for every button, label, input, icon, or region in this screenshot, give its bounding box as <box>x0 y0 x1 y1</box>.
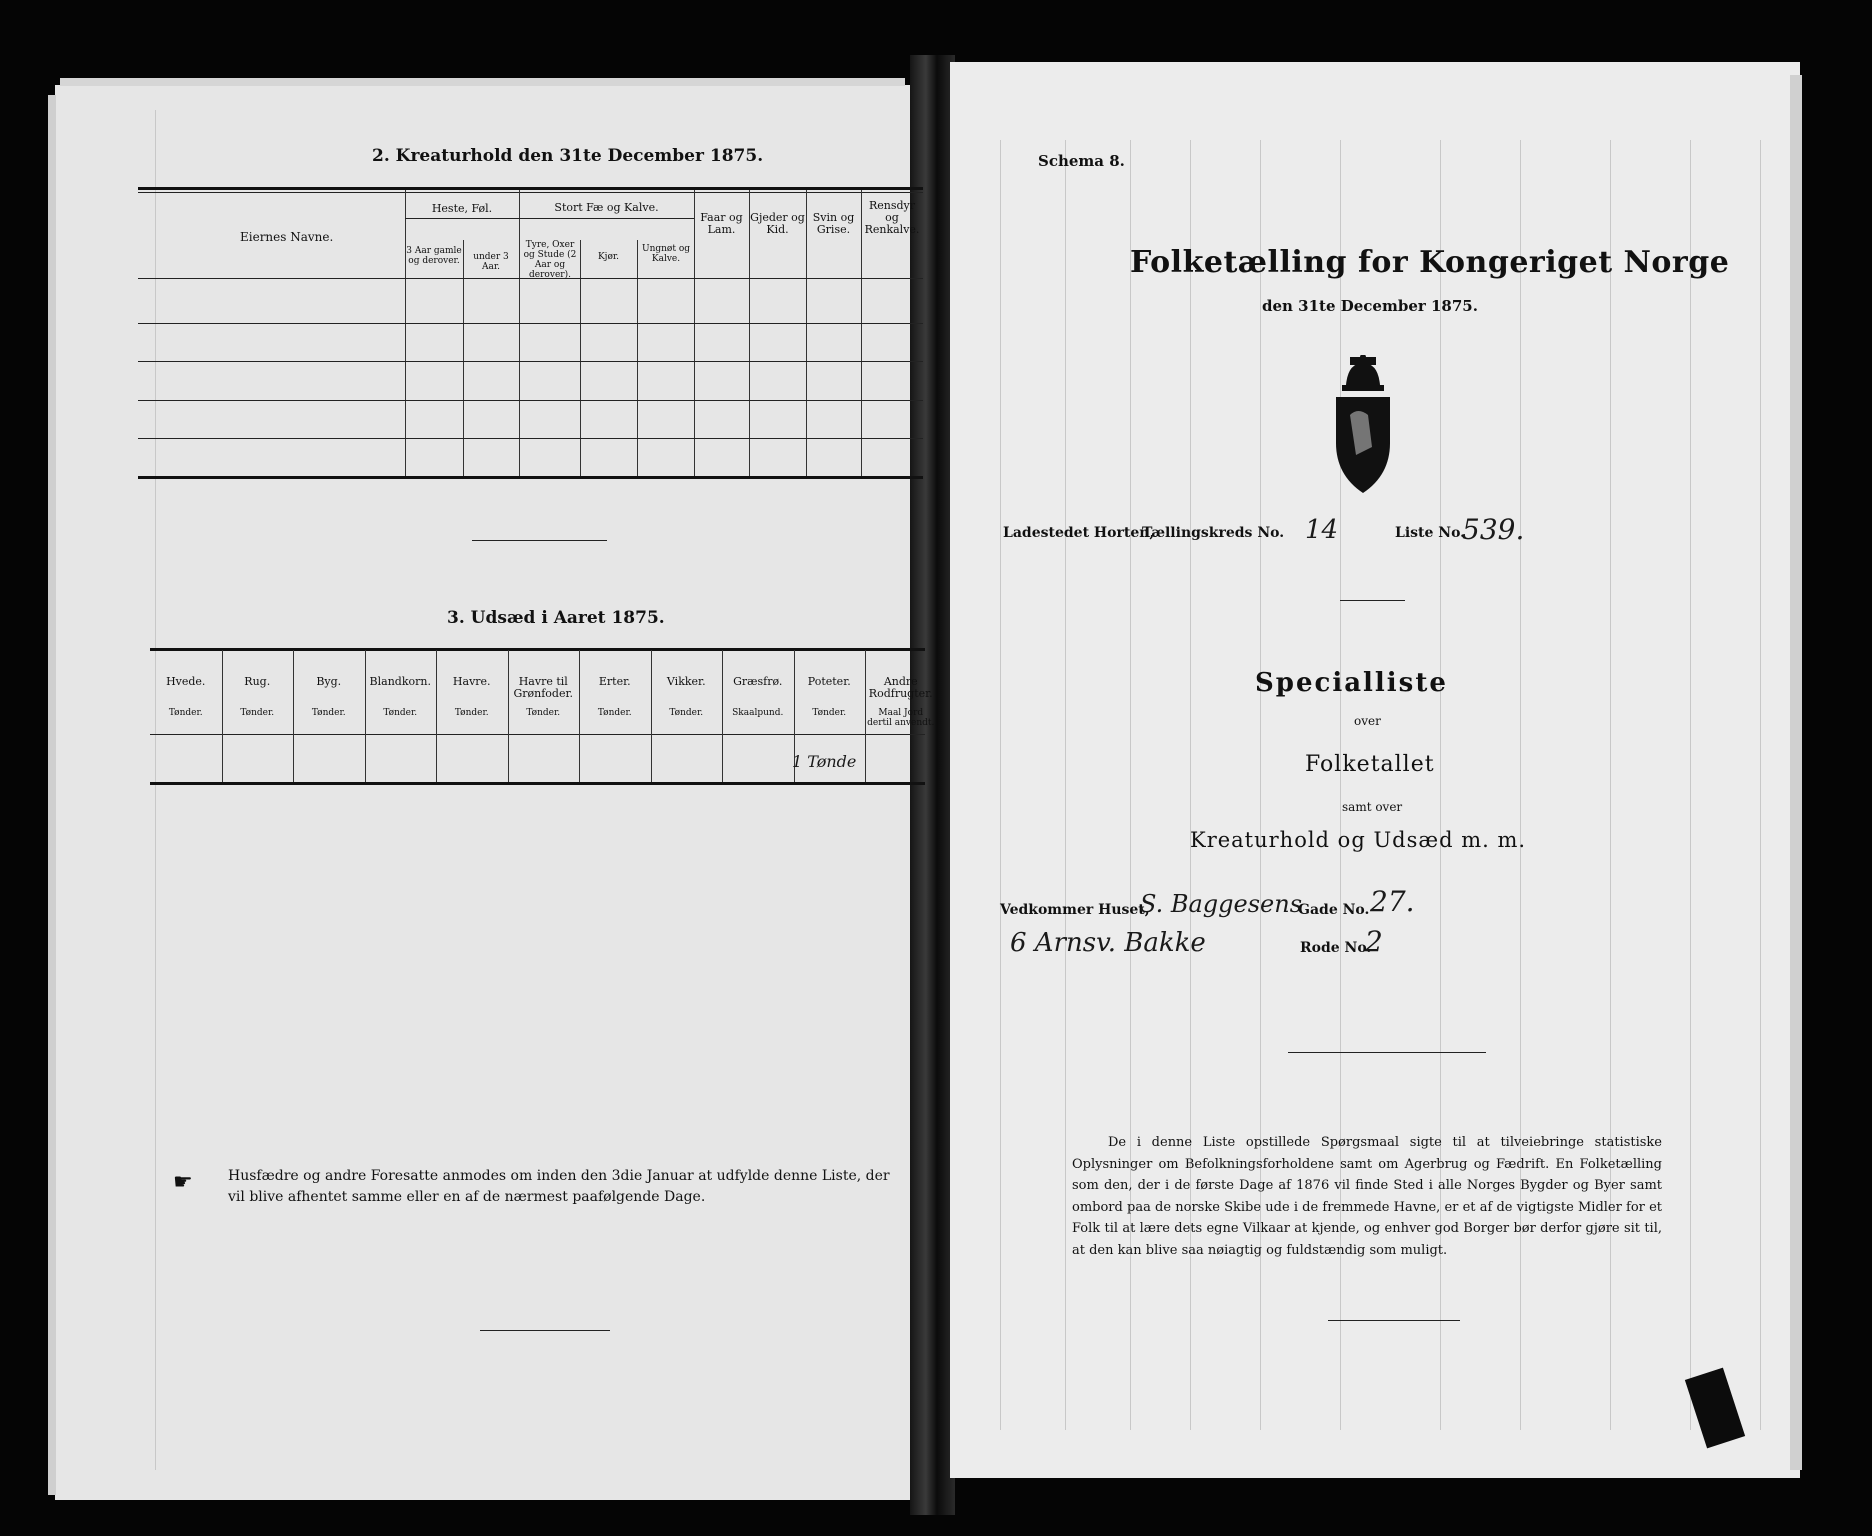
crop-unit-header: Skaalpund. <box>732 708 784 718</box>
crop-unit-header: Tønder. <box>383 708 418 718</box>
left-page <box>55 85 925 1500</box>
liste-value: 539. <box>1462 513 1525 546</box>
specialliste-heading: Specialliste <box>1255 668 1448 698</box>
explanation-paragraph: De i denne Liste opstillede Spørgsmaal sigte til at tilveiebringe statistiske Oplysninger om Befolkningsforholdene samt om Agerbrug og Fædrift. En Folketælling som den, der i de første Dage af 1876 vil finde Sted i alle Norges Bygder og Byer samt ombord paa de norske Skibe ude i de fremmede Havne, er et af de vigtigste Midler for et Folk til at lære dets egne Vilkaar at kjende, og enhver god Borger bør derfor gjøre sit til, at den kan blive saa nøiagtig og fuldstændig som muligt. <box>1072 1135 1662 1258</box>
gade-label: Gade No. <box>1298 902 1370 918</box>
heste-old-subheader: 3 Aar gamle og derover. <box>406 246 462 266</box>
crop-name-header: Havre til Grønfoder. <box>513 675 574 700</box>
book-spine <box>910 55 955 1515</box>
place-label: Ladestedet Horten, <box>1003 525 1155 541</box>
crop-unit-header: Tønder. <box>168 708 203 718</box>
samt-over-text: samt over <box>1342 800 1403 814</box>
crop-name-header: Vikker. <box>666 675 706 688</box>
crop-name-header: Poteter. <box>807 675 851 688</box>
potato-entry: 1 Tønde <box>792 752 857 771</box>
crop-name-header: Byg. <box>316 675 342 688</box>
heste-young-subheader: under 3 Aar. <box>473 252 509 272</box>
stort-fae-header: Stort Fæ og Kalve. <box>554 201 659 214</box>
rode-label: Rode No. <box>1300 940 1372 956</box>
divider <box>1288 1052 1486 1053</box>
crop-unit-header: Tønder. <box>240 708 275 718</box>
bleed-through-rule <box>1000 140 1001 1430</box>
street-value: 6 Arnsv. Bakke <box>1010 928 1206 958</box>
liste-label: Liste No. <box>1395 525 1466 541</box>
page-edge <box>60 78 905 86</box>
faar-header: Faar og Lam. <box>700 211 743 236</box>
tyre-subheader: Tyre, Oxer og Stude (2 Aar og derover). <box>523 240 577 280</box>
page-edge <box>48 95 56 1495</box>
kreds-label: Tællingskreds No. <box>1142 525 1285 541</box>
crop-unit-header: Tønder. <box>526 708 561 718</box>
folketallet-heading: Folketallet <box>1305 752 1435 777</box>
kreaturhold-heading: Kreaturhold og Udsæd m. m. <box>1190 828 1527 852</box>
crop-unit-header: Tønder. <box>597 708 632 718</box>
crop-name-header: Græsfrø. <box>733 675 783 688</box>
bleed-through-rule <box>1065 140 1066 1430</box>
coat-of-arms-icon <box>1328 355 1398 495</box>
crop-unit-header: Tønder. <box>311 708 346 718</box>
crop-unit-header: Tønder. <box>454 708 489 718</box>
kjor-subheader: Kjør. <box>597 252 620 262</box>
divider <box>480 1330 610 1331</box>
house-label: Vedkommer Huset, <box>1000 902 1150 918</box>
gade-value: 27. <box>1370 885 1415 918</box>
house-value: S. Baggesens <box>1140 890 1303 918</box>
crop-name-header: Andre Rodfrugter. <box>868 675 933 700</box>
heste-header: Heste, Føl. <box>431 202 493 215</box>
notice-text: Husfædre og andre Foresatte anmodes om inden den 3die Januar at udfylde denne Liste, der vil blive afhentet samme eller en af de nærmest paafølgende Dage. <box>228 1168 890 1205</box>
crop-name-header: Hvede. <box>166 675 206 688</box>
census-date: den 31te December 1875. <box>1262 297 1478 315</box>
section3-title: 3. Udsæd i Aaret 1875. <box>447 608 665 628</box>
ungnot-subheader: Ungnøt og Kalve. <box>641 244 690 264</box>
schema-label: Schema 8. <box>1038 152 1125 170</box>
svin-header: Svin og Grise. <box>812 211 855 236</box>
over-text: over <box>1354 714 1381 728</box>
crop-name-header: Havre. <box>452 675 491 688</box>
crop-name-header: Rug. <box>244 675 271 688</box>
crop-unit-header: Tønder. <box>812 708 847 718</box>
page-edge <box>1790 75 1802 1470</box>
bleed-through-rule <box>1760 140 1761 1430</box>
section2-title: 2. Kreaturhold den 31te December 1875. <box>372 146 764 166</box>
crop-name-header: Erter. <box>598 675 631 688</box>
census-title: Folketælling for Kongeriget Norge <box>1130 245 1730 280</box>
pointing-hand-icon: ☛ <box>173 1170 193 1195</box>
kreds-value: 14 <box>1305 515 1339 545</box>
bleed-through-rule <box>1690 140 1691 1430</box>
rensdyr-header: Rensdyr og Renkalve. <box>864 199 920 236</box>
divider <box>1328 1320 1460 1321</box>
rode-value: 2 <box>1365 925 1383 958</box>
divider <box>1340 600 1405 601</box>
divider <box>472 540 607 541</box>
owner-column-header: Eiernes Navne. <box>240 230 334 244</box>
crop-unit-header: Tønder. <box>669 708 704 718</box>
crop-name-header: Blandkorn. <box>369 675 431 688</box>
gjeder-header: Gjeder og Kid. <box>750 211 805 236</box>
crop-unit-header: Maal Jord dertil anvendt. <box>867 708 935 728</box>
